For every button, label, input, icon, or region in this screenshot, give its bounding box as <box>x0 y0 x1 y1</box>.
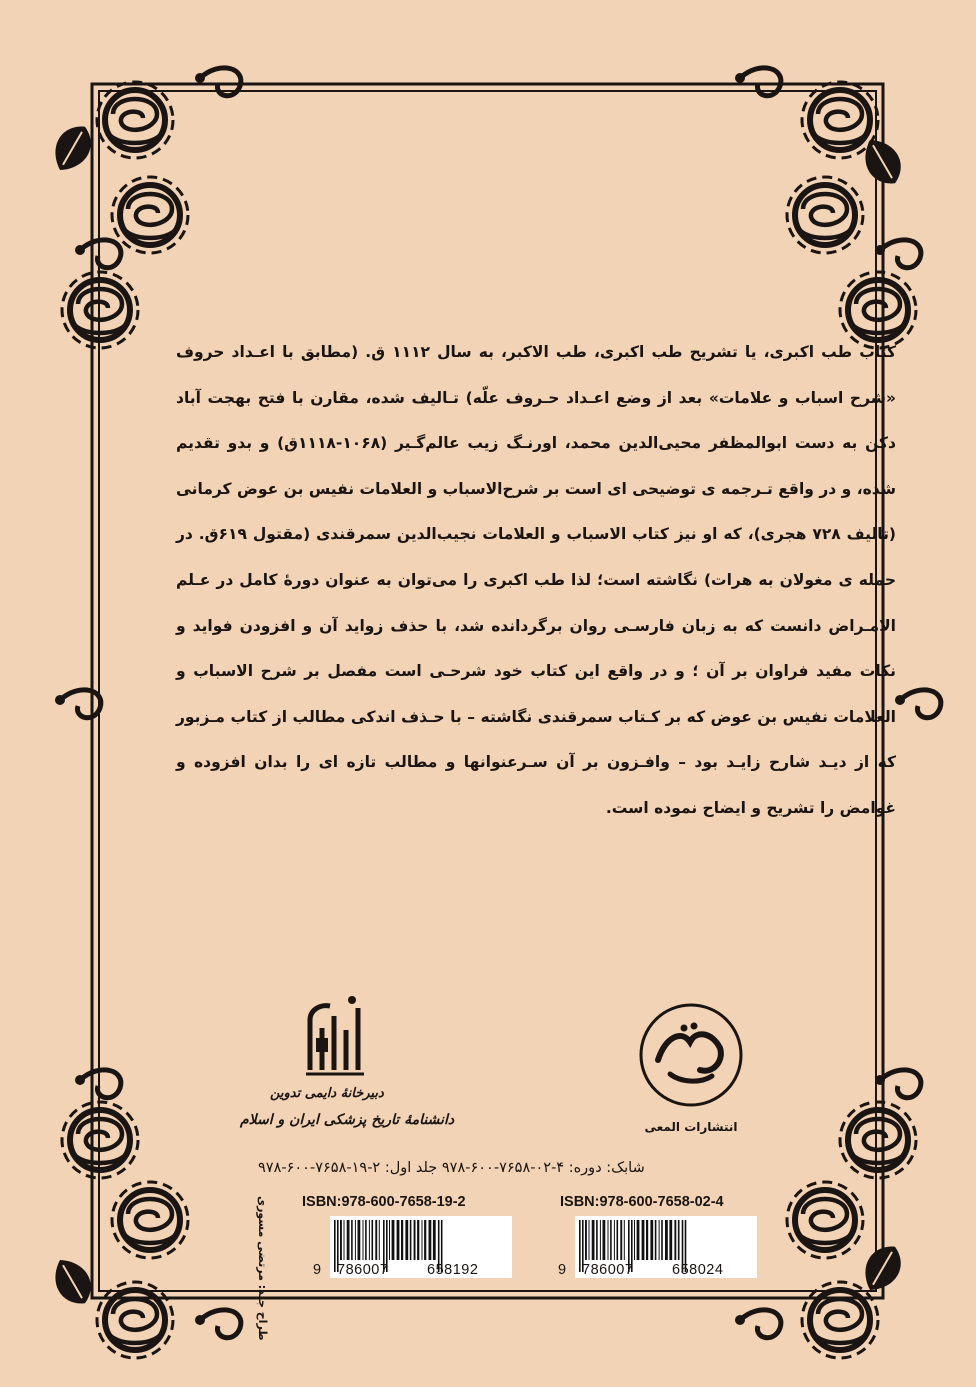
rose-icon <box>735 68 921 348</box>
barcode-bar <box>358 1220 361 1260</box>
barcode-bar <box>579 1220 581 1272</box>
institution-secretariat: دبیرخانهٔ دایمی تدوین <box>270 1086 384 1101</box>
barcode-bar <box>389 1220 390 1260</box>
barcode-bar <box>340 1220 342 1260</box>
isbn-label-set: ISBN:978-600-7658-19-2 <box>302 1194 466 1210</box>
barcode-bar <box>392 1220 395 1260</box>
barcode-lead-digit: 9 <box>313 1262 322 1278</box>
barcode-bar <box>414 1220 416 1260</box>
barcode-bar <box>600 1220 601 1260</box>
isbn-set-line: شابک: دوره: ۴-۰۲-۷۶۵۸-۶۰۰-۹۷۸ جلد اول: ۲-۱۹-۷۶۵۸-۶۰۰-۹۷۸ <box>258 1160 645 1176</box>
cover-designer <box>256 1196 269 1341</box>
publisher-name: انتشارات المعی <box>644 1120 738 1134</box>
barcode-bar <box>334 1220 336 1272</box>
barcode-bar <box>410 1220 412 1260</box>
barcode-bar <box>624 1220 625 1260</box>
barcode-bar <box>674 1220 676 1260</box>
barcode-bar <box>344 1220 345 1260</box>
barcode-bar <box>614 1220 615 1260</box>
barcode-bar <box>397 1220 400 1260</box>
barcode-bar <box>351 1220 353 1260</box>
barcode-bar <box>642 1220 645 1260</box>
barcode-digits-left: 786007 <box>337 1262 389 1278</box>
barcode-bar <box>417 1220 419 1260</box>
barcode-bar <box>617 1220 619 1260</box>
barcode-bar <box>379 1220 380 1260</box>
institution-emblem <box>300 990 370 1080</box>
barcode-bar <box>650 1220 653 1260</box>
isbn-label-volume: ISBN:978-600-7658-02-4 <box>560 1194 724 1210</box>
barcode-bar <box>363 1220 364 1260</box>
barcode-bar <box>678 1220 680 1260</box>
barcode-bar <box>347 1220 350 1260</box>
barcode-bar <box>372 1220 374 1260</box>
barcode-bar <box>669 1220 672 1260</box>
description-paragraph: کتاب طب اکبری، یا تشریح طب اکبری، طب الاکبر، به سال ۱۱۱۲ ق. (مطابق با اعـداد حروف «شرح اسباب و علامات» بعد از وضع اعـداد حـروف علّه) تـالیف شده، مقارن با فتح بهجت آباد دکن به دست ابوالمظفر محیی‌الدین محمد، اورنـگ زیب عالم‌گـیر (۱۰۶۸-۱۱۱۸ق) و بدو تقدیم شده، و در واقع تـرجمه ی توضیحی ای است بر شرح‌الاسباب و العلامات نفیس بن عوض کرمانی (تالیف ۷۲۸ هجری)، که او نیز کتاب الاسباب و العلامات نجیب‌الدین سمرقندی (مقتول ۶۱۹ق. در حمله ی مغولان به هرات) نگاشته است؛ لذا طب اکبری را می‌توان به عنوان دورهٔ کامل در عـلم الامـراض دانست که به زبان فارسـی روان برگردانده شد، با حذف زواید آن و افزودن فواید و نکات مفید فراوان بر آن ؛ و در واقع این کتاب خود شرحـی است مفصل بر شرح الاسباب و العلامات نفیس بن عوض که بر کـتاب سمرقندی نگاشته – با حـذف اندکی مطالب از کتاب مـزبور که از دیـد شارح زایـد بود – وافـزون بر آن سـرعنوانها و مطالب تازه ای را بدان افزوده و غوامض را تشریح و ایضاح نموده است. <box>176 343 896 817</box>
rose-icon <box>46 1070 241 1358</box>
barcode-bar <box>405 1220 408 1260</box>
institution-name: دانشنامهٔ تاریخ پزشکی ایران و اسلام <box>240 1112 455 1128</box>
barcode-bar <box>603 1220 606 1260</box>
barcode-bar <box>369 1220 370 1260</box>
barcode-bar <box>585 1220 587 1260</box>
barcode-bar <box>365 1220 367 1260</box>
barcode-bar <box>596 1220 598 1260</box>
barcode-bar <box>355 1220 356 1260</box>
barcode-bar <box>661 1220 663 1260</box>
barcode-bar <box>620 1220 622 1260</box>
barcode-bar <box>665 1220 668 1260</box>
barcode-bar <box>592 1220 595 1260</box>
barcode-bar <box>375 1220 377 1260</box>
barcode-bar <box>608 1220 609 1260</box>
cover-designer-label: طراح جلد: <box>256 1284 269 1341</box>
barcode-bar <box>634 1220 635 1260</box>
publisher-logo <box>636 1000 746 1110</box>
barcode-bar <box>610 1220 612 1260</box>
barcode-digits-right: 658024 <box>672 1262 724 1278</box>
rose-icon <box>46 68 241 348</box>
barcode-bar <box>589 1220 590 1260</box>
barcode-bar <box>659 1220 660 1260</box>
barcode-bar <box>433 1220 436 1260</box>
barcode-bar <box>422 1220 423 1260</box>
barcode-bar <box>424 1220 426 1260</box>
book-description <box>176 330 896 832</box>
barcode-bar <box>646 1220 648 1260</box>
barcode-lead-digit: 9 <box>558 1262 567 1278</box>
barcode-bar <box>655 1220 657 1260</box>
barcode-bar <box>637 1220 640 1260</box>
barcode-bar <box>401 1220 403 1260</box>
rose-icon <box>735 1070 921 1358</box>
barcode-bar <box>429 1220 432 1260</box>
barcode-digits-right: 658192 <box>427 1262 479 1278</box>
barcode-digits-left: 786007 <box>582 1262 634 1278</box>
cover-designer-name: مرتضی مسوری <box>256 1196 269 1281</box>
